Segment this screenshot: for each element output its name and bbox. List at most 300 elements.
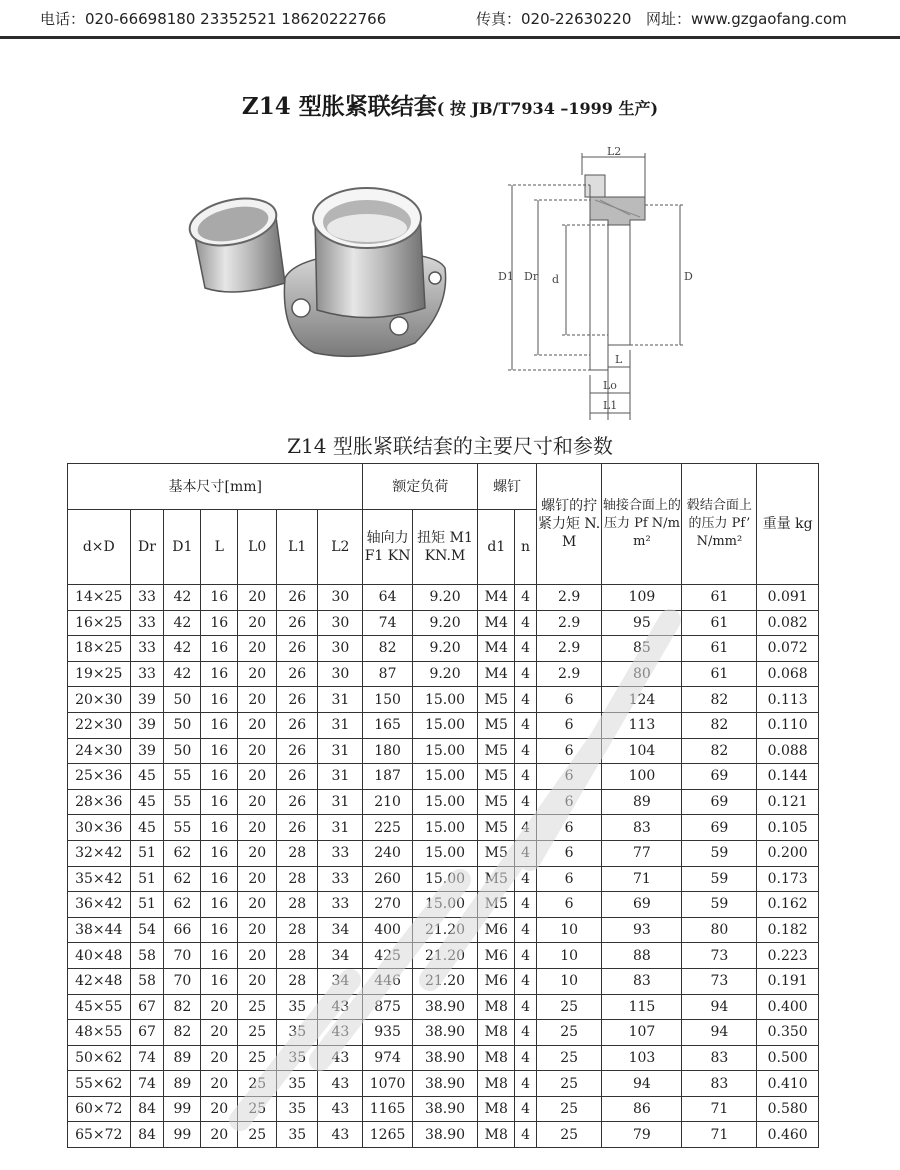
cell-screw-torque: 25 — [536, 994, 602, 1020]
cell-F1: 225 — [363, 815, 412, 841]
cell-pf: 107 — [602, 1020, 682, 1046]
cell-pf: 100 — [602, 764, 682, 790]
table-row — [68, 1096, 819, 1122]
cell-L: 16 — [201, 917, 238, 943]
cell-d1: M6 — [478, 943, 515, 969]
cell-screw-torque: 6 — [536, 866, 602, 892]
cell-d1: M5 — [478, 815, 515, 841]
cell-weight: 0.400 — [757, 994, 819, 1020]
cell-n: 4 — [515, 687, 537, 713]
cell-F1: 425 — [363, 943, 412, 969]
header-dxD: d×D — [68, 510, 131, 585]
cell-L0: 20 — [238, 712, 277, 738]
cell-Dr: 67 — [130, 994, 164, 1020]
cell-D1: 89 — [164, 1045, 201, 1071]
cell-L0: 20 — [238, 789, 277, 815]
cell-L2: 31 — [318, 712, 363, 738]
cell-Dr: 51 — [130, 892, 164, 918]
cell-pf: 109 — [602, 585, 682, 611]
cell-dxD: 65×72 — [68, 1122, 131, 1148]
cell-n: 4 — [515, 610, 537, 636]
table-row — [68, 917, 819, 943]
cell-d1: M8 — [478, 1096, 515, 1122]
header-divider — [0, 36, 900, 39]
table-row — [68, 866, 819, 892]
cell-L0: 25 — [238, 1096, 277, 1122]
label-d: d — [552, 273, 560, 286]
cell-pf-hub: 83 — [682, 1071, 757, 1097]
cell-L2: 30 — [318, 661, 363, 687]
cell-D1: 55 — [164, 815, 201, 841]
cell-L0: 25 — [238, 1122, 277, 1148]
cell-dxD: 50×62 — [68, 1045, 131, 1071]
cell-D1: 50 — [164, 687, 201, 713]
cell-L: 16 — [201, 687, 238, 713]
cell-L: 16 — [201, 764, 238, 790]
cell-L1: 28 — [277, 892, 318, 918]
cell-D1: 99 — [164, 1122, 201, 1148]
cell-n: 4 — [515, 789, 537, 815]
cell-D1: 70 — [164, 968, 201, 994]
cell-M1: 21.20 — [412, 968, 478, 994]
cell-L: 16 — [201, 712, 238, 738]
cell-Dr: 39 — [130, 738, 164, 764]
cell-L2: 30 — [318, 585, 363, 611]
cell-F1: 400 — [363, 917, 412, 943]
cell-L2: 31 — [318, 738, 363, 764]
cell-L2: 31 — [318, 815, 363, 841]
cell-pf-hub: 61 — [682, 585, 757, 611]
header-weight: 重量 kg — [757, 464, 819, 585]
cell-L: 20 — [201, 1096, 238, 1122]
label-Dr: Dr — [524, 270, 539, 283]
cell-M1: 21.20 — [412, 943, 478, 969]
cell-screw-torque: 25 — [536, 1096, 602, 1122]
cell-weight: 0.121 — [757, 789, 819, 815]
cell-pf-hub: 80 — [682, 917, 757, 943]
table-row — [68, 585, 819, 611]
cell-D1: 82 — [164, 994, 201, 1020]
cell-dxD: 18×25 — [68, 636, 131, 662]
cell-M1: 21.20 — [412, 917, 478, 943]
header-n: n — [515, 510, 537, 585]
cell-screw-torque: 6 — [536, 840, 602, 866]
title-main: Z14 型胀紧联结套 — [241, 93, 437, 120]
phone-numbers: 电话：020-66698180 23352521 18620222766 — [40, 10, 387, 28]
cell-L: 20 — [201, 1020, 238, 1046]
cell-M1: 9.20 — [412, 585, 478, 611]
cell-weight: 0.162 — [757, 892, 819, 918]
cell-n: 4 — [515, 892, 537, 918]
cell-Dr: 39 — [130, 712, 164, 738]
cell-L1: 28 — [277, 943, 318, 969]
cell-L0: 20 — [238, 661, 277, 687]
cell-n: 4 — [515, 994, 537, 1020]
cell-screw-torque: 2.9 — [536, 585, 602, 611]
cell-dxD: 20×30 — [68, 687, 131, 713]
cell-dxD: 60×72 — [68, 1096, 131, 1122]
cell-pf: 80 — [602, 661, 682, 687]
cell-dxD: 14×25 — [68, 585, 131, 611]
cell-L1: 28 — [277, 840, 318, 866]
cell-L1: 26 — [277, 764, 318, 790]
table-row — [68, 764, 819, 790]
cell-n: 4 — [515, 1045, 537, 1071]
flanged-sleeve — [284, 188, 445, 356]
cell-L0: 25 — [238, 1071, 277, 1097]
table-row — [68, 892, 819, 918]
cell-screw-torque: 25 — [536, 1045, 602, 1071]
cell-L0: 20 — [238, 585, 277, 611]
cell-screw-torque: 6 — [536, 789, 602, 815]
cell-L1: 35 — [277, 1045, 318, 1071]
header-torque: 扭矩 M1 KN.M — [412, 510, 478, 585]
cell-M1: 15.00 — [412, 866, 478, 892]
cell-d1: M8 — [478, 1045, 515, 1071]
cell-d1: M6 — [478, 917, 515, 943]
cell-D1: 50 — [164, 738, 201, 764]
cell-pf-hub: 83 — [682, 1045, 757, 1071]
cell-pf: 71 — [602, 866, 682, 892]
cell-F1: 875 — [363, 994, 412, 1020]
cell-pf-hub: 82 — [682, 738, 757, 764]
cell-D1: 82 — [164, 1020, 201, 1046]
label-L0: Lo — [603, 379, 617, 392]
cell-L: 16 — [201, 892, 238, 918]
cell-pf: 83 — [602, 968, 682, 994]
cell-M1: 15.00 — [412, 687, 478, 713]
cell-L1: 26 — [277, 585, 318, 611]
cell-screw-torque: 6 — [536, 764, 602, 790]
cell-n: 4 — [515, 917, 537, 943]
cell-dxD: 42×48 — [68, 968, 131, 994]
cell-L: 16 — [201, 585, 238, 611]
cell-F1: 210 — [363, 789, 412, 815]
cell-L1: 26 — [277, 738, 318, 764]
cell-n: 4 — [515, 943, 537, 969]
cell-L: 16 — [201, 789, 238, 815]
cell-D1: 50 — [164, 712, 201, 738]
header-D1: D1 — [164, 510, 201, 585]
cell-L0: 20 — [238, 738, 277, 764]
cell-weight: 0.223 — [757, 943, 819, 969]
cell-pf-hub: 59 — [682, 892, 757, 918]
cell-screw-torque: 10 — [536, 917, 602, 943]
cell-pf: 85 — [602, 636, 682, 662]
cell-M1: 38.90 — [412, 1122, 478, 1148]
cell-d1: M5 — [478, 892, 515, 918]
cell-pf-hub: 71 — [682, 1096, 757, 1122]
cell-n: 4 — [515, 1020, 537, 1046]
cell-L1: 35 — [277, 1020, 318, 1046]
cell-F1: 165 — [363, 712, 412, 738]
cell-L2: 31 — [318, 789, 363, 815]
table-row — [68, 1122, 819, 1148]
cell-n: 4 — [515, 1071, 537, 1097]
header-d1: d1 — [478, 510, 515, 585]
header-basic-dims: 基本尺寸[mm] — [68, 464, 363, 510]
cell-L0: 20 — [238, 943, 277, 969]
cell-d1: M5 — [478, 866, 515, 892]
cell-L0: 20 — [238, 968, 277, 994]
cell-pf-hub: 59 — [682, 840, 757, 866]
cell-n: 4 — [515, 661, 537, 687]
cell-Dr: 58 — [130, 943, 164, 969]
cell-F1: 180 — [363, 738, 412, 764]
cell-L2: 43 — [318, 1020, 363, 1046]
header-screw: 螺钉 — [478, 464, 536, 510]
cell-D1: 42 — [164, 636, 201, 662]
cell-F1: 260 — [363, 866, 412, 892]
cell-L1: 26 — [277, 636, 318, 662]
cell-pf-hub: 94 — [682, 994, 757, 1020]
cell-L: 20 — [201, 1122, 238, 1148]
cell-pf-hub: 61 — [682, 636, 757, 662]
cell-pf: 103 — [602, 1045, 682, 1071]
cell-n: 4 — [515, 585, 537, 611]
table-row — [68, 994, 819, 1020]
cell-L1: 28 — [277, 917, 318, 943]
cell-M1: 15.00 — [412, 789, 478, 815]
spec-table-body — [68, 585, 819, 1148]
cell-M1: 9.20 — [412, 636, 478, 662]
header-L: L — [201, 510, 238, 585]
cell-d1: M5 — [478, 712, 515, 738]
page-title — [0, 88, 900, 121]
cell-L2: 33 — [318, 840, 363, 866]
cell-weight: 0.113 — [757, 687, 819, 713]
cell-M1: 15.00 — [412, 840, 478, 866]
cell-L2: 34 — [318, 943, 363, 969]
cell-L0: 25 — [238, 1045, 277, 1071]
cell-L1: 35 — [277, 1071, 318, 1097]
cell-screw-torque: 25 — [536, 1122, 602, 1148]
cell-screw-torque: 6 — [536, 738, 602, 764]
cell-L2: 33 — [318, 892, 363, 918]
header-axial-force: 轴向力 F1 KN — [363, 510, 412, 585]
cell-pf: 69 — [602, 892, 682, 918]
cell-screw-torque: 6 — [536, 712, 602, 738]
cell-n: 4 — [515, 840, 537, 866]
cell-L0: 20 — [238, 917, 277, 943]
cell-d1: M8 — [478, 994, 515, 1020]
cell-dxD: 25×36 — [68, 764, 131, 790]
cell-L1: 35 — [277, 994, 318, 1020]
cell-Dr: 84 — [130, 1122, 164, 1148]
cell-Dr: 67 — [130, 1020, 164, 1046]
cell-L: 16 — [201, 636, 238, 662]
cell-pf: 93 — [602, 917, 682, 943]
cell-Dr: 51 — [130, 840, 164, 866]
cell-n: 4 — [515, 1096, 537, 1122]
cell-d1: M8 — [478, 1020, 515, 1046]
cell-L2: 30 — [318, 610, 363, 636]
spec-table — [67, 463, 819, 1148]
cell-F1: 935 — [363, 1020, 412, 1046]
cell-n: 4 — [515, 968, 537, 994]
table-row — [68, 661, 819, 687]
cell-M1: 15.00 — [412, 764, 478, 790]
cell-screw-torque: 6 — [536, 687, 602, 713]
cell-weight: 0.105 — [757, 815, 819, 841]
cell-L1: 26 — [277, 789, 318, 815]
cell-pf-hub: 69 — [682, 789, 757, 815]
cell-F1: 1070 — [363, 1071, 412, 1097]
cell-F1: 1265 — [363, 1122, 412, 1148]
cell-pf: 104 — [602, 738, 682, 764]
cell-F1: 150 — [363, 687, 412, 713]
cell-L1: 26 — [277, 661, 318, 687]
cell-L2: 43 — [318, 1045, 363, 1071]
table-row — [68, 636, 819, 662]
cell-weight: 0.173 — [757, 866, 819, 892]
cell-Dr: 33 — [130, 585, 164, 611]
header-L1: L1 — [277, 510, 318, 585]
cell-D1: 42 — [164, 661, 201, 687]
cell-M1: 38.90 — [412, 994, 478, 1020]
cell-pf: 95 — [602, 610, 682, 636]
cell-F1: 974 — [363, 1045, 412, 1071]
cell-Dr: 33 — [130, 636, 164, 662]
cell-dxD: 19×25 — [68, 661, 131, 687]
cell-d1: M5 — [478, 764, 515, 790]
header-L2: L2 — [318, 510, 363, 585]
cell-M1: 38.90 — [412, 1045, 478, 1071]
cell-weight: 0.580 — [757, 1096, 819, 1122]
cell-L2: 34 — [318, 968, 363, 994]
cell-D1: 99 — [164, 1096, 201, 1122]
cell-pf-hub: 73 — [682, 943, 757, 969]
cell-dxD: 45×55 — [68, 994, 131, 1020]
contact-header — [0, 0, 900, 36]
cell-n: 4 — [515, 764, 537, 790]
cell-L: 20 — [201, 1045, 238, 1071]
cell-weight: 0.088 — [757, 738, 819, 764]
cell-D1: 62 — [164, 892, 201, 918]
cell-L1: 26 — [277, 815, 318, 841]
table-row — [68, 712, 819, 738]
cell-Dr: 74 — [130, 1045, 164, 1071]
cell-Dr: 39 — [130, 687, 164, 713]
fax-number: 传真：020-22630220 — [476, 10, 632, 28]
cell-Dr: 45 — [130, 764, 164, 790]
cell-L: 16 — [201, 661, 238, 687]
cell-d1: M5 — [478, 738, 515, 764]
cell-n: 4 — [515, 1122, 537, 1148]
cell-dxD: 36×42 — [68, 892, 131, 918]
table-row — [68, 943, 819, 969]
cell-L0: 25 — [238, 994, 277, 1020]
cell-L0: 20 — [238, 815, 277, 841]
label-L1: L1 — [603, 399, 618, 412]
header-hub-pressure: 毂结合面上的压力 Pf’ N/mm² — [682, 464, 757, 585]
cell-L: 16 — [201, 738, 238, 764]
inner-sleeve — [185, 191, 285, 292]
cell-screw-torque: 6 — [536, 892, 602, 918]
cell-pf-hub: 71 — [682, 1122, 757, 1148]
cell-n: 4 — [515, 815, 537, 841]
cell-screw-torque: 2.9 — [536, 610, 602, 636]
table-row — [68, 968, 819, 994]
cell-d1: M8 — [478, 1122, 515, 1148]
cell-Dr: 74 — [130, 1071, 164, 1097]
cell-d1: M4 — [478, 610, 515, 636]
cell-pf-hub: 69 — [682, 764, 757, 790]
cell-pf-hub: 82 — [682, 712, 757, 738]
cell-d1: M6 — [478, 968, 515, 994]
cell-D1: 70 — [164, 943, 201, 969]
cell-L2: 43 — [318, 1071, 363, 1097]
cell-d1: M4 — [478, 661, 515, 687]
table-row — [68, 687, 819, 713]
cell-dxD: 55×62 — [68, 1071, 131, 1097]
cell-dxD: 28×36 — [68, 789, 131, 815]
table-row — [68, 1045, 819, 1071]
cell-L: 16 — [201, 968, 238, 994]
cell-L1: 26 — [277, 687, 318, 713]
label-D1: D1 — [498, 270, 514, 283]
cell-L0: 25 — [238, 1020, 277, 1046]
cell-D1: 66 — [164, 917, 201, 943]
cell-F1: 74 — [363, 610, 412, 636]
website-url: 网址：www.gzgaofang.com — [646, 10, 847, 28]
cell-M1: 38.90 — [412, 1020, 478, 1046]
cell-pf-hub: 73 — [682, 968, 757, 994]
header-Dr: Dr — [130, 510, 164, 585]
cell-dxD: 24×30 — [68, 738, 131, 764]
table-caption: Z14 型胀紧联结套的主要尺寸和参数 — [287, 434, 613, 458]
cell-pf-hub: 61 — [682, 661, 757, 687]
cell-screw-torque: 2.9 — [536, 636, 602, 662]
cell-L: 20 — [201, 994, 238, 1020]
cell-L2: 31 — [318, 687, 363, 713]
cell-screw-torque: 10 — [536, 943, 602, 969]
header-screw-torque: 螺钉的拧紧力矩 N.M — [536, 464, 602, 585]
cell-n: 4 — [515, 866, 537, 892]
cell-L2: 43 — [318, 1122, 363, 1148]
cell-pf: 94 — [602, 1071, 682, 1097]
cell-D1: 55 — [164, 764, 201, 790]
cell-L2: 43 — [318, 1096, 363, 1122]
cell-L0: 20 — [238, 840, 277, 866]
cell-L1: 28 — [277, 866, 318, 892]
table-row — [68, 738, 819, 764]
cell-weight: 0.091 — [757, 585, 819, 611]
cell-F1: 82 — [363, 636, 412, 662]
cell-L2: 43 — [318, 994, 363, 1020]
cell-dxD: 30×36 — [68, 815, 131, 841]
cell-pf-hub: 82 — [682, 687, 757, 713]
cell-L1: 35 — [277, 1122, 318, 1148]
cross-section-drawing — [490, 145, 720, 425]
table-row — [68, 610, 819, 636]
cell-weight: 0.191 — [757, 968, 819, 994]
label-L2: L2 — [607, 145, 622, 158]
cell-Dr: 58 — [130, 968, 164, 994]
cell-dxD: 32×42 — [68, 840, 131, 866]
table-row — [68, 789, 819, 815]
cell-M1: 9.20 — [412, 610, 478, 636]
cell-D1: 42 — [164, 610, 201, 636]
cell-F1: 446 — [363, 968, 412, 994]
cell-n: 4 — [515, 738, 537, 764]
product-photo — [175, 158, 455, 368]
cell-d1: M4 — [478, 636, 515, 662]
cell-F1: 1165 — [363, 1096, 412, 1122]
cell-L: 20 — [201, 1071, 238, 1097]
cell-M1: 15.00 — [412, 892, 478, 918]
cell-weight: 0.200 — [757, 840, 819, 866]
